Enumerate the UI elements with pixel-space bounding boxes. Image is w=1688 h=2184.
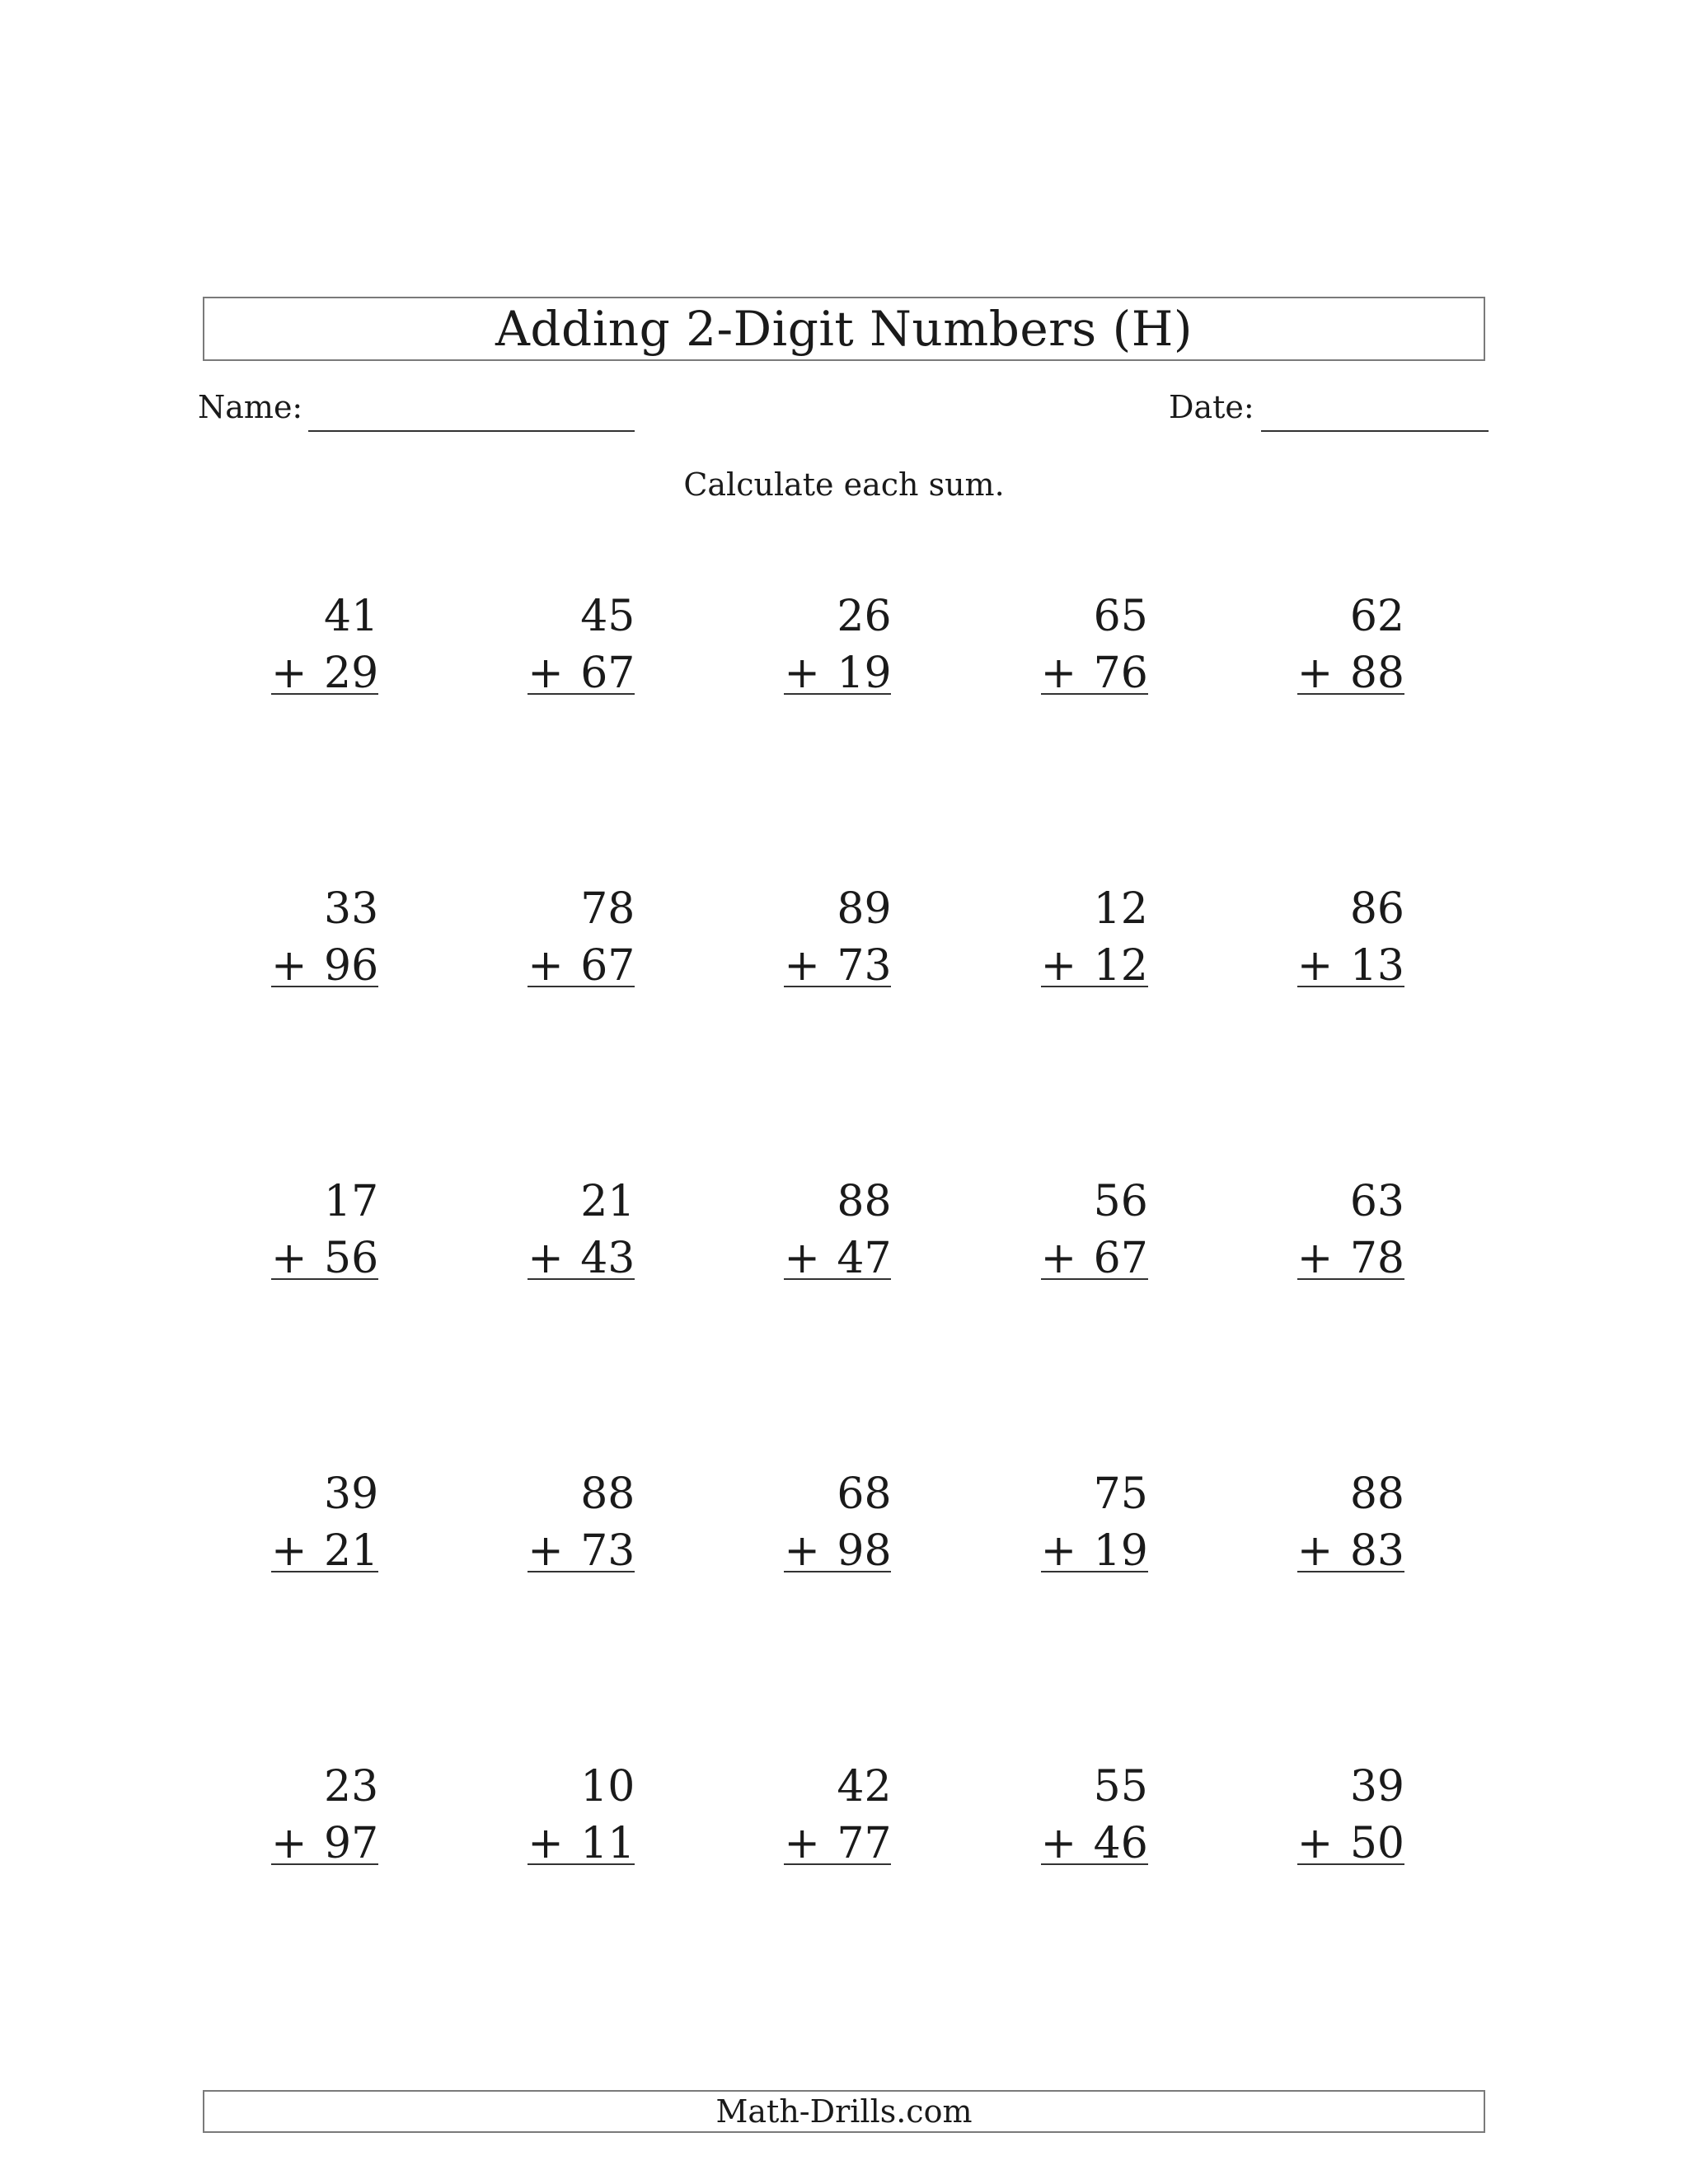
addend-bottom: 43 [580, 1234, 635, 1283]
plus-sign: + [1040, 1526, 1077, 1576]
addition-problem [203, 577, 459, 869]
addend-top: 39 [1349, 1762, 1404, 1811]
plus-sign: + [784, 1819, 820, 1868]
plus-sign: + [271, 1526, 307, 1576]
answer-line[interactable] [784, 1278, 891, 1280]
addend-top: 68 [837, 1469, 892, 1519]
addend-bottom: 73 [580, 1526, 635, 1576]
addition-problem [715, 1455, 972, 1747]
addend-bottom: 77 [837, 1819, 892, 1868]
addend-top: 17 [324, 1177, 379, 1226]
addend-top: 39 [324, 1469, 379, 1519]
addition-problem [459, 1162, 715, 1455]
plus-sign: + [528, 941, 564, 991]
addend-bottom: 78 [1349, 1234, 1404, 1283]
addend-top: 62 [1349, 592, 1404, 641]
answer-line[interactable] [1041, 1571, 1148, 1572]
addend-top: 63 [1349, 1177, 1404, 1226]
answer-line[interactable] [1297, 1571, 1404, 1572]
answer-line[interactable] [784, 1571, 891, 1572]
addition-problem [459, 869, 715, 1162]
addition-problem [973, 1162, 1229, 1455]
answer-line[interactable] [1297, 1863, 1404, 1865]
addend-top: 33 [324, 884, 379, 934]
plus-sign: + [271, 941, 307, 991]
addition-problem [715, 577, 972, 869]
answer-line[interactable] [1041, 1278, 1148, 1280]
plus-sign: + [528, 1234, 564, 1283]
answer-line[interactable] [271, 986, 378, 987]
answer-line[interactable] [1297, 986, 1404, 987]
footer-box [203, 2090, 1485, 2133]
plus-sign: + [1040, 941, 1077, 991]
addend-top: 23 [324, 1762, 379, 1811]
addend-bottom: 73 [837, 941, 892, 991]
addition-problem [203, 1747, 459, 2040]
problem-grid [203, 577, 1485, 1896]
addition-problem [1229, 1747, 1485, 2040]
addend-top: 88 [1349, 1469, 1404, 1519]
addend-top: 75 [1093, 1469, 1148, 1519]
plus-sign: + [271, 649, 307, 698]
plus-sign: + [1040, 649, 1077, 698]
addend-top: 12 [1093, 884, 1148, 934]
addition-problem [459, 1455, 715, 1747]
addend-bottom: 50 [1349, 1819, 1404, 1868]
addend-bottom: 56 [324, 1234, 379, 1283]
addend-top: 89 [837, 884, 892, 934]
addend-bottom: 67 [580, 649, 635, 698]
plus-sign: + [1296, 1234, 1334, 1283]
answer-line[interactable] [528, 1278, 635, 1280]
plus-sign: + [528, 1819, 564, 1868]
plus-sign: + [528, 649, 564, 698]
plus-sign: + [1040, 1819, 1077, 1868]
answer-line[interactable] [1041, 693, 1148, 695]
plus-sign: + [528, 1526, 564, 1576]
addend-bottom: 19 [837, 649, 892, 698]
addend-top: 78 [580, 884, 635, 934]
addend-top: 55 [1093, 1762, 1148, 1811]
answer-line[interactable] [271, 1571, 378, 1572]
addend-top: 88 [580, 1469, 635, 1519]
addend-bottom: 47 [837, 1234, 892, 1283]
addend-bottom: 96 [324, 941, 379, 991]
addend-bottom: 88 [1349, 649, 1404, 698]
addend-top: 45 [580, 592, 635, 641]
addition-problem [973, 577, 1229, 869]
addend-bottom: 11 [580, 1819, 635, 1868]
addition-problem [203, 1455, 459, 1747]
addition-problem [203, 869, 459, 1162]
addend-bottom: 67 [1093, 1234, 1148, 1283]
answer-line[interactable] [1297, 1278, 1404, 1280]
addend-bottom: 13 [1349, 941, 1404, 991]
date-field[interactable] [1261, 430, 1489, 432]
answer-line[interactable] [784, 1863, 891, 1865]
addend-bottom: 12 [1093, 941, 1148, 991]
addend-bottom: 97 [324, 1819, 379, 1868]
name-field[interactable] [308, 430, 635, 432]
plus-sign: + [784, 1526, 820, 1576]
addend-top: 21 [580, 1177, 635, 1226]
plus-sign: + [784, 649, 820, 698]
plus-sign: + [1296, 649, 1334, 698]
answer-line[interactable] [1297, 693, 1404, 695]
date-label: Date: [1169, 389, 1254, 425]
plus-sign: + [271, 1234, 307, 1283]
addend-bottom: 19 [1093, 1526, 1148, 1576]
addition-problem [1229, 869, 1485, 1162]
plus-sign: + [1296, 1819, 1334, 1868]
plus-sign: + [1040, 1234, 1077, 1283]
addition-problem [1229, 1162, 1485, 1455]
addend-top: 41 [324, 592, 379, 641]
addition-problem [715, 1747, 972, 2040]
plus-sign: + [1296, 1526, 1334, 1576]
addition-problem [973, 1455, 1229, 1747]
answer-line[interactable] [784, 693, 891, 695]
answer-line[interactable] [784, 986, 891, 987]
addition-problem [715, 1162, 972, 1455]
addend-bottom: 98 [837, 1526, 892, 1576]
answer-line[interactable] [271, 693, 378, 695]
addend-bottom: 46 [1093, 1819, 1148, 1868]
answer-line[interactable] [528, 1571, 635, 1572]
page-title: Adding 2-Digit Numbers (H) [495, 301, 1193, 357]
addition-problem [715, 869, 972, 1162]
addend-bottom: 83 [1349, 1526, 1404, 1576]
addend-top: 10 [580, 1762, 635, 1811]
instructions: Calculate each sum. [683, 466, 1005, 503]
answer-line[interactable] [271, 1278, 378, 1280]
answer-line[interactable] [528, 1863, 635, 1865]
addend-top: 42 [837, 1762, 892, 1811]
addition-problem [1229, 577, 1485, 869]
footer-source: Math-Drills.com [715, 2093, 973, 2130]
addend-bottom: 67 [580, 941, 635, 991]
answer-line[interactable] [1041, 1863, 1148, 1865]
answer-line[interactable] [271, 1863, 378, 1865]
addition-problem [973, 869, 1229, 1162]
addition-problem [459, 577, 715, 869]
title-box [203, 297, 1485, 361]
addend-top: 88 [837, 1177, 892, 1226]
addend-bottom: 76 [1093, 649, 1148, 698]
answer-line[interactable] [528, 693, 635, 695]
addition-problem [459, 1747, 715, 2040]
plus-sign: + [1296, 941, 1334, 991]
addend-bottom: 21 [324, 1526, 379, 1576]
addition-problem [973, 1747, 1229, 2040]
plus-sign: + [271, 1819, 307, 1868]
addend-top: 56 [1093, 1177, 1148, 1226]
answer-line[interactable] [1041, 986, 1148, 987]
addend-bottom: 29 [324, 649, 379, 698]
plus-sign: + [784, 1234, 820, 1283]
answer-line[interactable] [528, 986, 635, 987]
plus-sign: + [784, 941, 820, 991]
name-label: Name: [198, 389, 303, 425]
addend-top: 65 [1093, 592, 1148, 641]
addend-top: 86 [1349, 884, 1404, 934]
addend-top: 26 [837, 592, 892, 641]
addition-problem [1229, 1455, 1485, 1747]
addition-problem [203, 1162, 459, 1455]
